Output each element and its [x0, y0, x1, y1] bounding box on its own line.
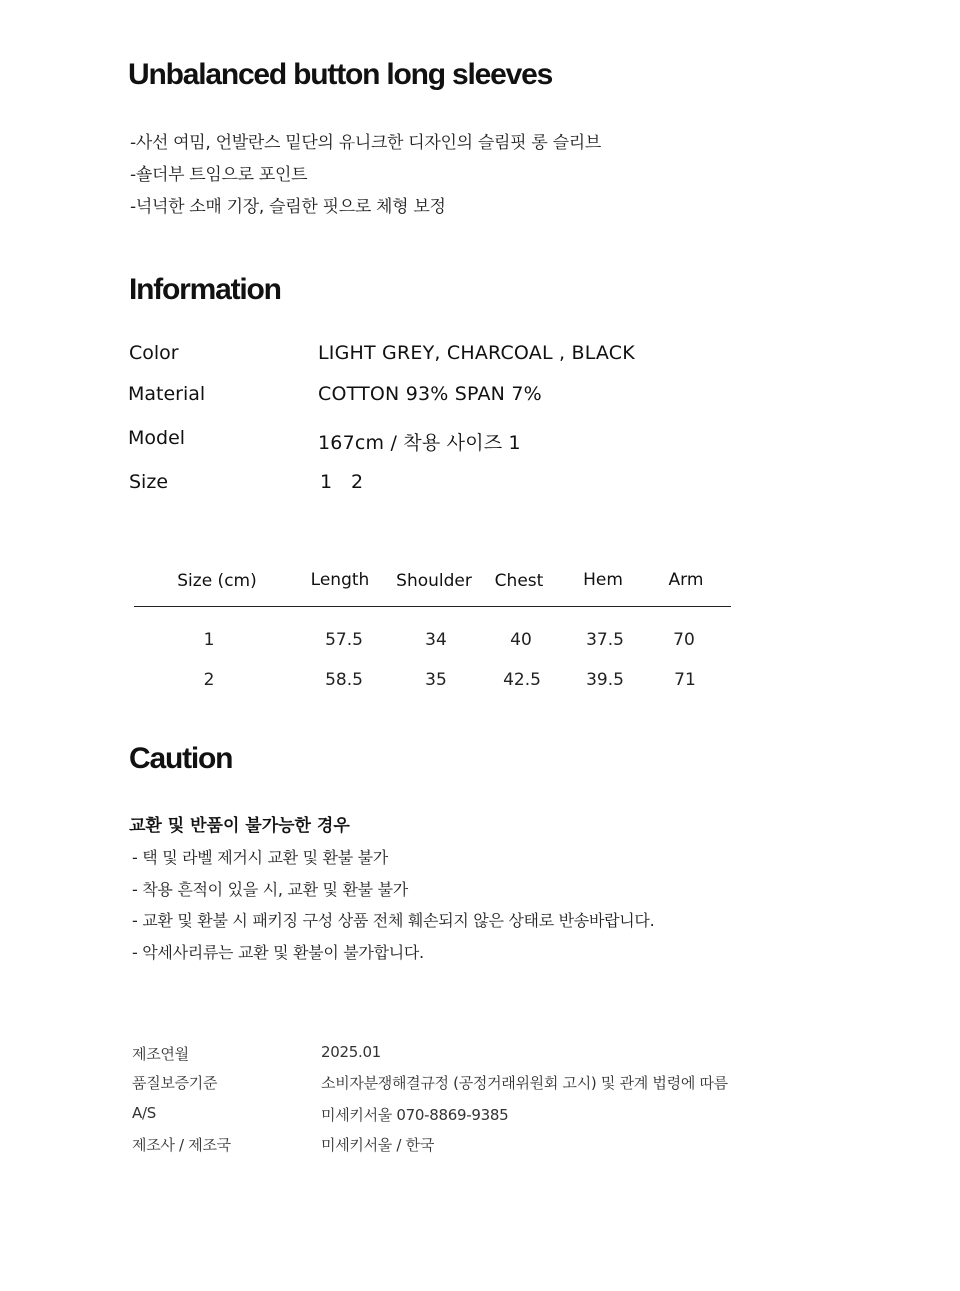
- info-value-material: COTTON 93% SPAN 7%: [318, 383, 542, 405]
- size-table-header: Length: [310, 570, 370, 590]
- table-cell: 39.5: [586, 670, 624, 690]
- caution-heading: Caution: [129, 742, 233, 775]
- table-cell: 37.5: [586, 630, 624, 650]
- meta-label: 제조연월: [132, 1045, 189, 1063]
- caution-item: - 교환 및 환불 시 패키징 구성 상품 전체 훼손되지 않은 상태로 반송바랍니다.: [132, 911, 655, 930]
- table-cell: 2: [203, 670, 215, 690]
- meta-label: A/S: [132, 1104, 156, 1122]
- product-title: Unbalanced button long sleeves: [128, 58, 553, 91]
- meta-label: 품질보증기준: [132, 1074, 218, 1092]
- caution-item: - 악세사리류는 교환 및 환불이 불가합니다.: [132, 943, 424, 962]
- caution-item: - 착용 흔적이 있을 시, 교환 및 환불 불가: [132, 880, 408, 899]
- size-table-header: Arm: [668, 570, 704, 590]
- table-cell: 70: [673, 630, 695, 650]
- info-label-size: Size: [129, 471, 169, 493]
- size-table-header: Chest: [494, 571, 544, 591]
- info-label-color: Color: [129, 342, 179, 364]
- size-table-divider: [134, 606, 731, 607]
- table-cell: 58.5: [325, 670, 363, 690]
- table-cell: 57.5: [325, 630, 363, 650]
- size-table-header: Hem: [583, 570, 623, 590]
- table-cell: 35: [425, 670, 447, 690]
- table-cell: 40: [510, 630, 532, 650]
- size-table-header: Shoulder: [396, 571, 472, 591]
- info-label-material: Material: [128, 383, 206, 405]
- info-value-color: LIGHT GREY, CHARCOAL , BLACK: [318, 342, 635, 364]
- description-line: -사선 여밈, 언발란스 밑단의 유니크한 디자인의 슬림핏 롱 슬리브: [130, 133, 601, 153]
- info-label-model: Model: [128, 427, 186, 449]
- description-line: -숄더부 트임으로 포인트: [130, 165, 308, 185]
- info-value-size: 1 2: [320, 471, 364, 493]
- meta-value: 소비자분쟁해결규정 (공정거래위원회 고시) 및 관계 법령에 따름: [321, 1074, 728, 1092]
- size-table-header: Size (cm): [177, 571, 257, 591]
- meta-value: 2025.01: [321, 1043, 381, 1061]
- table-cell: 42.5: [503, 670, 541, 690]
- caution-item: - 택 및 라벨 제거시 교환 및 환불 불가: [132, 848, 388, 867]
- meta-value: 미세키서울 / 한국: [321, 1136, 435, 1154]
- meta-value: 미세키서울 070-8869-9385: [321, 1106, 509, 1124]
- table-cell: 1: [203, 630, 215, 650]
- table-cell: 34: [425, 630, 447, 650]
- description-line: -넉넉한 소매 기장, 슬림한 핏으로 체형 보정: [130, 197, 446, 217]
- table-cell: 71: [674, 670, 696, 690]
- info-value-model: 167cm / 착용 사이즈 1: [318, 432, 521, 454]
- meta-label: 제조사 / 제조국: [132, 1136, 231, 1154]
- caution-subheading: 교환 및 반품이 불가능한 경우: [129, 816, 350, 836]
- information-heading: Information: [129, 273, 281, 306]
